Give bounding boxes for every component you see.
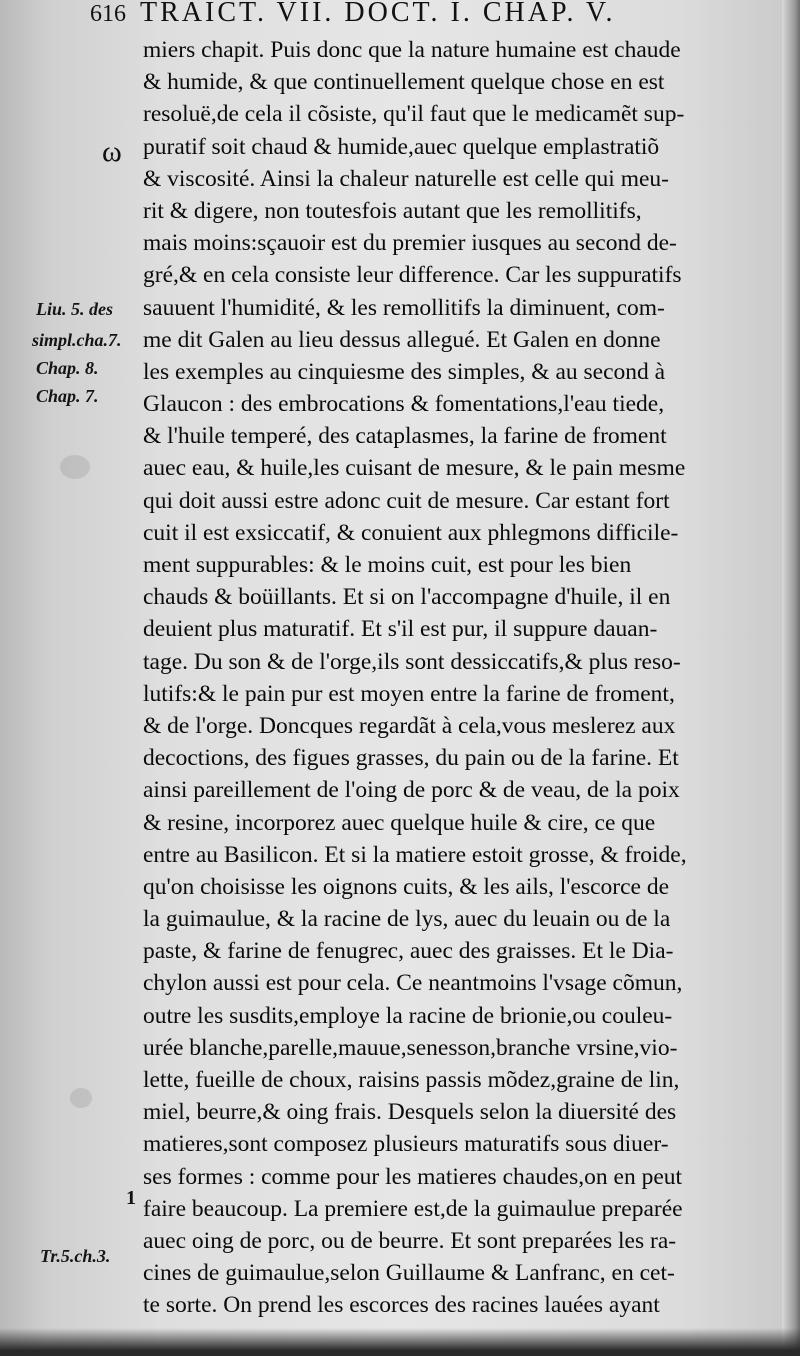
text-line: & viscosité. Ainsi la chaleur naturelle est celle qui meu-	[143, 165, 669, 192]
text-line: te sorte. On prend les escorces des racines lauées ayant	[143, 1292, 660, 1319]
text-line: chauds & boüillants. Et si on l'accompagne d'huile, il en	[143, 584, 671, 611]
text-line: les exemples au cinquiesme des simples, & au second à	[143, 358, 666, 385]
paragraph-number: 1	[126, 1187, 136, 1209]
text-line: rit & digere, non toutesfois autant que les remollitifs,	[143, 197, 642, 224]
text-line: puratif soit chaud & humide,auec quelque emplastratiõ	[143, 133, 660, 160]
text-line: lutifs:& le pain pur est moyen entre la farine de froment,	[143, 680, 675, 707]
text-line: me dit Galen au lieu dessus allegué. Et Galen en donne	[143, 326, 661, 353]
text-line: auec eau, & huile,les cuisant de mesure, & le pain mesme	[143, 455, 686, 482]
text-line: ses formes : comme pour les matieres chaudes,on en peut	[143, 1163, 683, 1190]
text-line: auec oing de porc, ou de beurre. Et sont preparées les ra-	[143, 1227, 677, 1254]
text-line: qu'on choisisse les oignons cuits, & les ails, l'escorce de	[143, 873, 670, 900]
text-line: decoctions, des figues grasses, du pain ou de la farine. Et	[143, 745, 679, 772]
paper-stain	[60, 455, 90, 479]
running-header	[90, 0, 770, 34]
text-line: sauuent l'humidité, & les remollitifs la diminuent, com-	[143, 294, 665, 321]
text-line: tage. Du son & de l'orge,ils sont dessiccatifs,& plus reso-	[143, 648, 681, 675]
text-line: & de l'orge. Doncques regardãt à cela,vous meslerez aux	[143, 712, 676, 739]
body-text	[143, 34, 763, 1322]
text-line: entre au Basilicon. Et si la matiere estoit grosse, & froide,	[143, 841, 687, 868]
text-line: resoluë,de cela il cõsiste, qu'il faut que le medicamẽt sup-	[143, 101, 685, 128]
margin-note: Tr.5.ch.3.	[40, 1246, 111, 1266]
text-line: chylon aussi est pour cela. Ce neantmoins l'vsage cõmun,	[143, 970, 683, 997]
page-number: 616	[90, 1, 126, 27]
text-line: ainsi pareillement de l'oing de porc & de veau, de la poix	[143, 777, 680, 804]
paper-stain	[70, 1088, 92, 1108]
text-line: qui doit aussi estre adonc cuit de mesure. Car estant fort	[143, 487, 670, 514]
text-line: cines de guimaulue,selon Guillaume & Lanfranc, en cet-	[143, 1260, 675, 1287]
text-line: & l'huile temperé, des cataplasmes, la farine de froment	[143, 423, 667, 450]
text-line: cuit il est exsiccatif, & conuient aux phlegmons difficile-	[143, 519, 679, 546]
margin-note: Liu. 5. des	[36, 299, 114, 319]
margin-note: simpl.cha.7.	[32, 330, 122, 350]
text-line: miers chapit. Puis donc que la nature humaine est chaude	[143, 37, 681, 63]
page-shadow	[0, 1328, 800, 1356]
text-line: Glaucon : des embrocations & fomentations,l'eau tiede,	[143, 391, 665, 418]
text-line: faire beaucoup. La premiere est,de la guimaulue preparée	[143, 1195, 683, 1222]
margin-note: Chap. 7.	[36, 386, 99, 406]
text-line: mais moins:sçauoir est du premier iusques au second de-	[143, 230, 677, 257]
text-line: paste, & farine de fenugrec, auec des graisses. Et le Dia-	[143, 938, 674, 965]
ornament-mark: ω	[102, 135, 122, 168]
text-line: matieres,sont composez plusieurs maturatifs sous diuer-	[143, 1131, 669, 1158]
text-line: & humide, & que continuellement quelque chose en est	[143, 69, 665, 96]
text-line: ment suppurables: & le moins cuit, est pour les bien	[143, 552, 632, 578]
text-line: urée blanche,parelle,mauue,senesson,branche vrsine,vio-	[143, 1034, 678, 1061]
text-line: gré,& en cela consiste leur difference. Car les suppuratifs	[143, 262, 682, 289]
text-line: outre les susdits,employe la racine de brionie,ou couleu-	[143, 1002, 673, 1029]
text-line: deuient plus maturatif. Et s'il est pur, il suppure dauan-	[143, 616, 658, 643]
text-line: miel, beurre,& oing frais. Desquels selon la diuersité des	[143, 1099, 677, 1126]
page-edge	[782, 0, 800, 1356]
text-line: lette, fueille de choux, raisins passis mõdez,graine de lin,	[143, 1067, 680, 1093]
margin-note: Chap. 8.	[36, 358, 99, 378]
text-line: la guimaulue, & la racine de lys, auec du leuain ou de la	[143, 906, 671, 933]
text-line: & resine, incorporez auec quelque huile & cire, ce que	[143, 809, 656, 836]
running-title: TRAICT. VII. DOCT. I. CHAP. V.	[140, 0, 616, 28]
